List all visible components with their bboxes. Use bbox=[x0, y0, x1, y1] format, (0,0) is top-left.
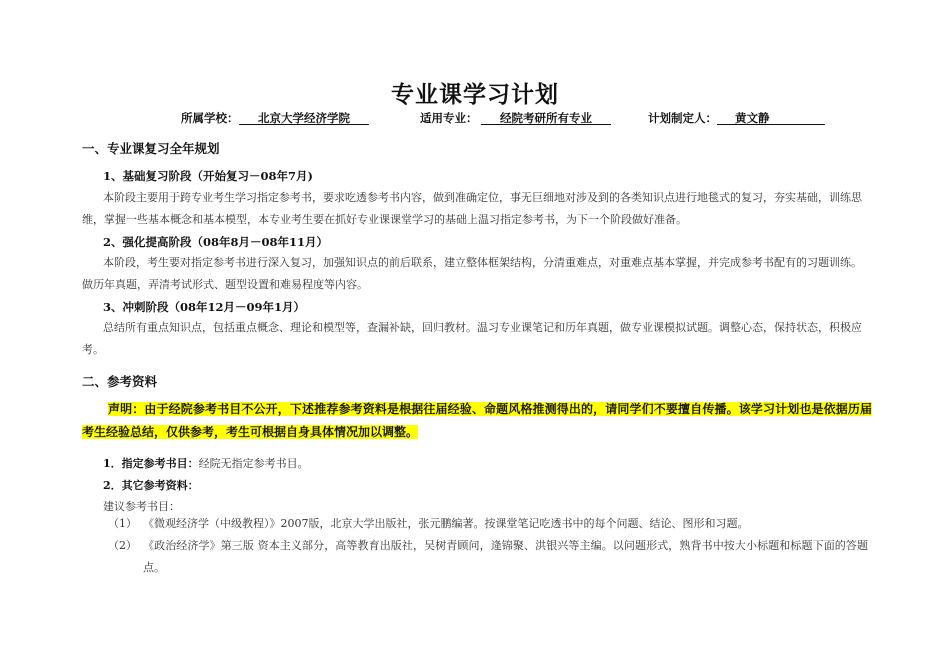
ref-number: （2） bbox=[108, 539, 137, 552]
stage-heading-intensive: 2、强化提高阶段（08年8月－08年11月） bbox=[103, 235, 329, 249]
page-title: 专业课学习计划 bbox=[391, 81, 559, 108]
meta-row bbox=[0, 110, 950, 128]
stage-heading-basic: 1、基础复习阶段（开始复习－08年7月) bbox=[103, 169, 313, 183]
ref-text: 《微观经济学（中级教程）》2007版，北京大学出版社，张元鹏编著。按课堂笔记吃透书中的每个问题、结论、图形和习题。 bbox=[143, 517, 749, 530]
author-value: 黄文静 bbox=[717, 110, 825, 125]
ref-text: 《政治经济学》第三版 资本主义部分，高等教育出版社，吴树青顾问，逄锦聚、洪银兴等主编。以问题形式，熟背书中按大小标题和标题下面的答题点。 bbox=[143, 539, 868, 574]
list-item bbox=[108, 513, 868, 535]
designated-books: 1．指定参考书目：经院无指定参考书目。 bbox=[103, 457, 309, 470]
school-value: 北京大学经济学院 bbox=[239, 110, 369, 125]
notice-highlight: 声明：由于经院参考书目不公开，下述推荐参考资料是根据往届经验、命题风格推测得出的，请同学们不要擅自传播。该学习计划也是依据历届考生经验总结，仅供参考，考生可根据自身具体情况加以调整。 bbox=[82, 402, 872, 439]
other-materials-label: 2．其它参考资料： bbox=[103, 479, 199, 492]
school-label: 所属学校： bbox=[181, 111, 239, 125]
suggested-books-label: 建议参考书目： bbox=[103, 500, 180, 513]
stage-body-intensive: 本阶段，考生要对指定参考书进行深入复习，加强知识点的前后联系，建立整体框架结构，分清重难点，对重难点基本掌握，并完成参考书配有的习题训练。做历年真题，弄清考试形式、题型设置和难易程度等内容。 bbox=[82, 256, 862, 291]
stage-body-basic: 本阶段主要用于跨专业考生学习指定参考书，要求吃透参考书内容，做到准确定位，事无巨细地对涉及到的各类知识点进行地毯式的复习，夯实基础，训练思维，掌握一些基本概念和基本模型，本专业考生要在抓好专业课课堂学习的基础上温习指定参考书，为下一个阶段做好准备。 bbox=[82, 191, 862, 226]
section-heading-references: 二、参考资料 bbox=[82, 374, 158, 389]
author-label: 计划制定人： bbox=[648, 111, 717, 125]
stage-body-sprint: 总结所有重点知识点，包括重点概念、理论和模型等，查漏补缺，回归教材。温习专业课笔记和历年真题，做专业课模拟试题。调整心态，保持状态，积极应考。 bbox=[82, 321, 862, 356]
list-item bbox=[108, 535, 868, 579]
section-heading-plan: 一、专业课复习全年规划 bbox=[82, 141, 220, 156]
stage-heading-sprint: 3、冲刺阶段（08年12月－09年1月） bbox=[103, 300, 306, 314]
major-label: 适用专业： bbox=[420, 111, 478, 125]
ref-number: （1） bbox=[108, 517, 137, 530]
major-value: 经院考研所有专业 bbox=[481, 110, 611, 125]
